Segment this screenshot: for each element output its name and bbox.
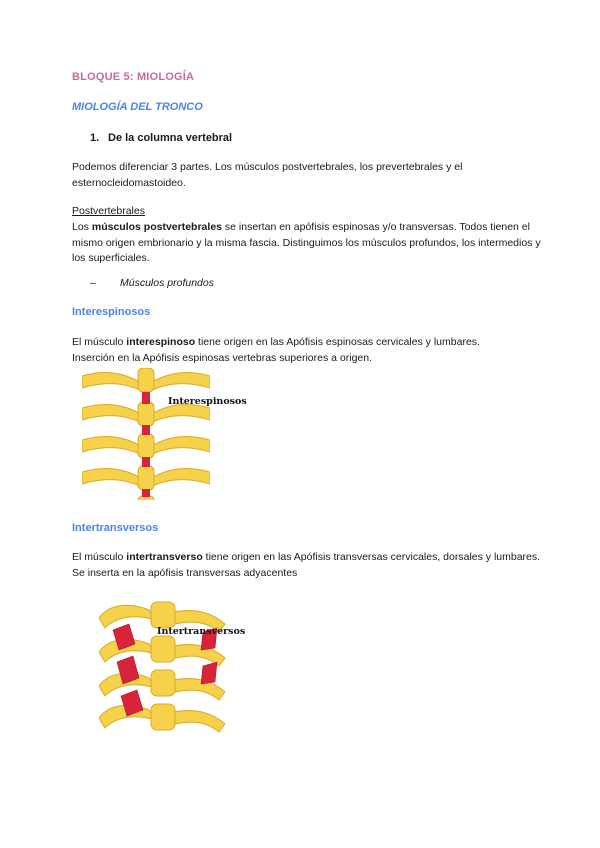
interespinosos-heading: Interespinosos xyxy=(72,306,151,318)
ie-bold: interespinoso xyxy=(126,336,196,348)
bullet-dash: – xyxy=(90,277,96,289)
intertransversos-paragraph xyxy=(72,550,542,581)
it-line-2: Se inserta en la apófisis transversas adyacentes xyxy=(72,566,298,579)
interespinosos-figure-label: Interespinosos xyxy=(168,396,247,407)
interespinosos-figure xyxy=(82,368,210,500)
it-text-1: El músculo xyxy=(72,551,127,563)
intertransversos-figure xyxy=(99,598,251,734)
ie-line-2: Inserción en la Apófisis espinosas vertebras superiores a origen. xyxy=(72,351,372,364)
intertransversos-heading: Intertransversos xyxy=(72,522,159,534)
interespinosos-paragraph xyxy=(72,335,542,366)
pv-text-2: se insertan en apófisis espinosas y/o transversas. Todos tienen el mismo origen embrionario y la misma fascia. Distinguimos los músculos profundos, los intermedios y los superficiales. xyxy=(72,221,541,264)
ie-text-2: tiene origen en las Apófisis espinosas cervicales y lumbares. xyxy=(195,336,480,348)
section-title: MIOLOGÍA DEL TRONCO xyxy=(72,101,203,113)
spine-illustration-2 xyxy=(99,598,251,734)
it-text-2: tiene origen en las Apófisis transversas cervicales, dorsales y lumbares. xyxy=(202,551,541,563)
numbered-heading xyxy=(90,132,232,144)
pv-bold: músculos postvertebrales xyxy=(91,221,222,233)
ie-text-1: El músculo xyxy=(72,336,127,348)
postvertebrales-heading: Postvertebrales xyxy=(72,205,145,217)
heading-number: 1. xyxy=(90,132,100,144)
block-title: BLOQUE 5: MIOLOGÍA xyxy=(72,71,195,83)
intro-paragraph: Podemos diferenciar 3 partes. Los músculos postvertebrales, los prevertebrales y el esternocleidomastoideo. xyxy=(72,161,463,189)
bullet-text: Músculos profundos xyxy=(120,277,214,289)
bullet-item xyxy=(90,277,214,289)
pv-text-1: Los xyxy=(72,221,92,233)
spine-illustration-1 xyxy=(82,368,210,500)
heading-text: De la columna vertebral xyxy=(108,132,233,144)
intertransversos-figure-label: Intertransversos xyxy=(157,626,246,637)
it-bold: intertransverso xyxy=(126,551,203,563)
postvertebrales-paragraph xyxy=(72,220,542,267)
